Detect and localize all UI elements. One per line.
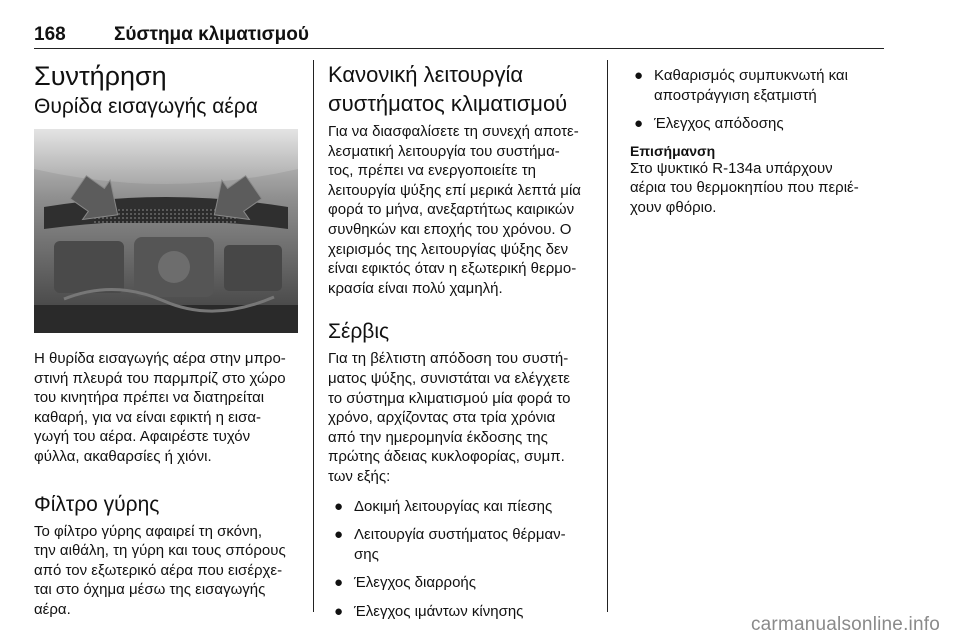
list-item: ● Δοκιμή λειτουργίας και πίεσης [334,497,553,515]
engine-bay-photo-icon [34,129,298,333]
list-item: ● Έλεγχος απόδοσης [634,115,784,133]
note-text: Στο ψυκτικό R-134a υπάρχουν αέρια του θερμοκηπίου που περιέ- χουν φθόριο. [630,159,859,216]
column-1 [34,60,298,620]
normal-operation-heading: Κανονική λειτουργία συστήματος κλιματισμού [328,62,568,116]
air-inlet-heading: Θυρίδα εισαγωγής αέρα [34,95,258,118]
page-number: 168 [34,24,66,45]
service-checklist [328,497,592,622]
service-heading: Σέρβις [328,320,390,344]
column-divider-1 [313,60,314,612]
bullet-icon: ● [334,497,344,515]
watermark: carmanualsonline.info [750,614,940,635]
maintenance-title: Συντήρηση [34,61,167,91]
list-item: ● Λειτουργία συστήματος θέρμαν- σης [334,526,566,563]
column-3 [628,60,890,218]
service-checklist-continued [628,66,890,134]
bullet-icon: ● [634,67,644,84]
list-item: ● Καθαρισμός συμπυκνωτή και αποστράγγιση εξατμιστή [634,67,848,104]
air-inlet-text: Η θυρίδα εισαγωγής αέρα στην μπρο- στινή πλευρά του παρμπρίζ στο χώρο του κινητήρα πρέπει να διατηρείται καθαρή, για να είναι εφικτή η εισα- γωγή του αέρα. Αφαιρέστε τυχόν φύλλα, ακαθαρσίες ή χιόνι. [34,350,286,465]
bullet-icon: ● [634,115,644,133]
chapter-title: Σύστημα κλιματισμού [114,24,309,45]
note-block [628,143,890,218]
bullet-icon: ● [334,526,344,544]
bullet-icon: ● [334,574,344,592]
note-title: Επισήμανση [630,142,716,159]
bullet-icon: ● [334,602,344,620]
list-item: ● Έλεγχος ιμάντων κίνησης [334,602,524,620]
pollen-filter-heading: Φίλτρο γύρης [34,492,160,516]
pollen-filter-text: Το φίλτρο γύρης αφαιρεί τη σκόνη, την αιθάλη, τη γύρη και τους σπόρους από τον εξωτερικό αέρα που εισέρχε- ται στο όχημα μέσω της εισαγωγής αέρα. [34,522,286,618]
list-item: ● Έλεγχος διαρροής [334,574,476,592]
column-divider-2 [607,60,608,612]
column-2 [328,60,592,630]
page-header [34,18,884,49]
normal-operation-text: Για να διασφαλίσετε τη συνεχή αποτε- λεσματική λειτουργία του συστήμα- τος, πρέπει να ενεργοποιείτε τη λειτουργία ψύξης επί μερικά λεπτά μία φορά το μήνα, ανεξαρτήτως καιρικών συνθηκών και εποχής του χρόνου. Ο χειρισμός της λειτουργίας ψύξης δεν είναι εφικτός όταν η εξωτερική θερμο- κρασία είναι πολύ χαμηλή. [328,123,581,297]
service-text: Για τη βέλτιστη απόδοση του συστή- ματος ψύξης, συνιστάται να ελέγχετε το σύστημα κλιματισμού μία φορά το χρόνο, αρχίζοντας στα τρία χρόνια από την ημερομηνία έκδοσης της πρώτης άδειας κυκλοφορίας, συμπ. των εξής: [328,350,571,485]
